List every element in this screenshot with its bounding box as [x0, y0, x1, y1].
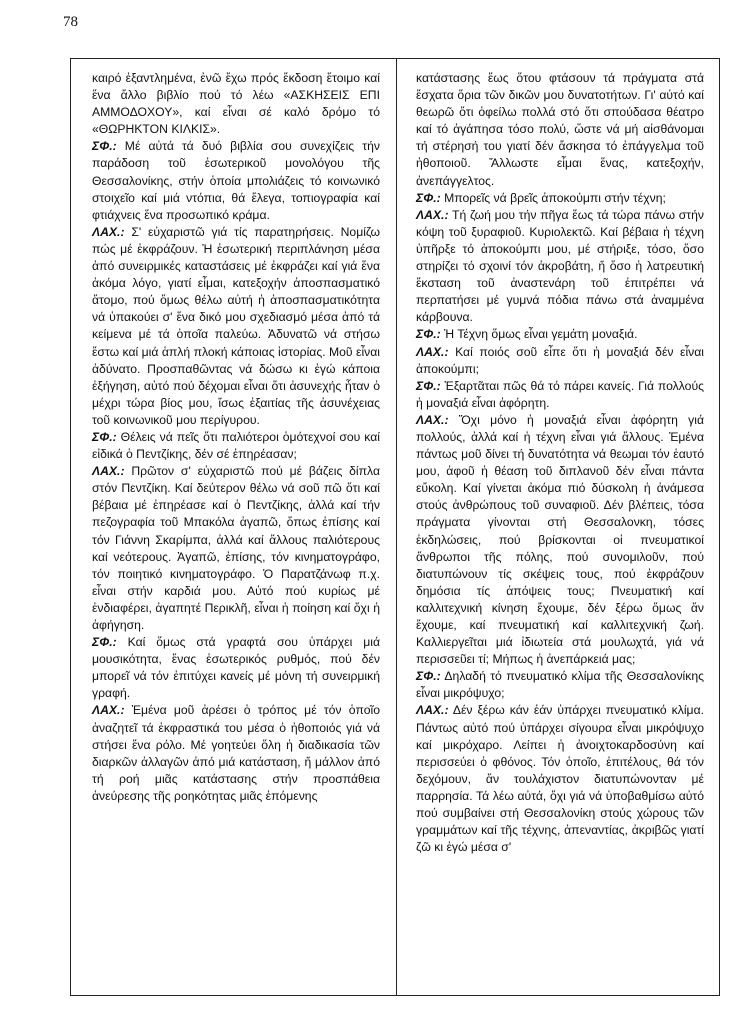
- speaker-label: ΛΑΧ.:: [416, 412, 449, 427]
- paragraph-text: Τή ζωή μου τήν πῆγα ἕως τά τώρα πάνω στήν κόψη τοῦ ξυραφιοῦ. Κυριολεκτῶ. Καί βέβαια ἡ τέχνη ὑπῆρξε τό ἀποκούμπι μου, μέ στήριξε, τόσο, ὅσο στηρίζει τό σχοινί τόν ἀκροβάτη, ἤ ὅσο ἡ λατρευτική ἔκσταση τοῦ ἀναστενάρη τοῦ ἐπιτρέπει νά περπατήσει μέ γυμνά πόδια πάνω στά ἀναμμένα κάρβουνα.: [416, 207, 704, 325]
- paragraph-text: καιρό ἐξαντλημένα, ἐνῶ ἔχω πρός ἔκδοση ἕτοιμο καί ἕνα ἄλλο βιβλίο πού τό λέω «ΑΣΚΗΣΕΙΣ ΕΠΙ ΑΜΜΟΔΟΧΟΥ», καί εἶναι σέ καλό δρόμο τό «ΘΩΡΗΚΤΟΝ ΚΙΛΚΙΣ».: [92, 71, 380, 137]
- dialogue-paragraph: [92, 138, 380, 223]
- paragraph-text: Καί ποιός σοῦ εἶπε ὅτι ἡ μοναξιά δέν εἶναι ἀποκούμπι;: [416, 344, 704, 376]
- dialogue-paragraph: [92, 634, 380, 702]
- paragraph-text: Ἡ Τέχνη ὅμως εἶναι γεμάτη μοναξιά.: [444, 327, 638, 342]
- paragraph-text: Μπορεῖς νά βρεῖς ἀποκούμπι στήν τέχνη;: [444, 190, 666, 205]
- column-divider: [396, 58, 397, 996]
- dialogue-paragraph: [416, 70, 704, 190]
- dialogue-paragraph: [416, 702, 704, 856]
- left-column: [92, 70, 380, 805]
- paragraph-text: Ὄχι μόνο ἡ μοναξιά εἶναι ἀφόρητη γιά πολλούς, ἀλλά καί ἡ τέχνη εἶναι γιά ἄλλους. Ἐμένα πάντως μοῦ δίνει τή δυνατότητα νά θεωμαι τόν ἑαυτό μου, ἀφοῦ ἡ θέαση τοῦ διπλανοῦ δέν εἶναι πάντα εὔκολη. Καί γίνεται ἀκόμα πιό δύσκολη ἡ ἀνάμεσα στούς ἀνθρώπους τοῦ συναφιοῦ. Δέν βλέπεις, τόσα πράγματα γίνονται στή Θεσσαλονκη, τόσες ἐκδηλώσεις, πού βρίσκονται οἱ πνευματικοί ἄνθρωποι τῆς πόλης, πού συνομιλοῦν, πού διατυπώνουν τίς σκέψεις τους, πού ἐκφράζουν δημόσια τίς ἀπόψεις τους; Πνευματική καί καλλιτεχνική κίνηση ἔχουμε, δέν ξέρω ὅμως ἄν ἔχουμε, καί πνευματική καί καλλιτεχνική ζωή. Καλλιεργεῖται μιά ἰδιωτεία στά μουλωχτά, γιά νά περισσεῦει τί; Μήπως ἡ ἀνεπάρκειά μας;: [416, 412, 704, 667]
- paragraph-text: Ἐμένα μοῦ ἀρέσει ὁ τρόπος μέ τόν ὁποῖο ἀναζητεῖ τά ἐκφραστικά του μέσα ὁ ἠθοποιός γιά νά στήσει ἕνα ρόλο. Μέ γοητεύει ὅλη ἡ διαδικασία τῶν διαρκῶν ἀλλαγῶν ἀπό μιά κατάσταση, ἤ μάλλον ἀπό τή ροή μιᾶς κατάστασης στήν προσπάθεια ἀνεύρεσης τῆς ροηκότητας μιᾶς ἑπόμενης: [92, 703, 380, 803]
- speaker-label: ΣΦ.:: [416, 378, 441, 393]
- paragraph-text: Δηλαδή τό πνευματικό κλίμα τῆς Θεσσαλονίκης εἶναι μικρόψυχο;: [416, 669, 704, 701]
- paragraph-text: Πρῶτον σ' εὐχαριστῶ πού μέ βάζεις δίπλα στόν Πεντζίκη. Καί δεύτερον θέλω νά σοῦ πῶ ὅτι καί βέβαια μέ ἐπηρέασε καί ὁ Πεντζίκης, ἀλλά καί τήν πεζογραφία τοῦ Μπακόλα ἀγαπῶ, ὅπως ἐπίσης καί τόν Γιάννη Σκαρίμπα, ἀλλά καί ἄλλους παλιότερους καί νεότερους. Ἀγαπῶ, ἐπίσης, τόν κινηματογράφο, τόν ποιητικό κινηματογράφο. Ὁ Παρατζάνωφ π.χ. εἶναι στήν καρδιά μου. Αὐτό πού κυρίως μέ ἐνδιαφέρει, ἀγαπητέ Περικλῆ, εἶναι ἡ ποίηση καί ὄχι ἡ ἀφήγηση.: [92, 464, 380, 632]
- speaker-label: ΣΦ.:: [416, 669, 441, 684]
- paragraph-text: Καί ὅμως στά γραφτά σου ὑπάρχει μιά μουσικότητα, ἕνας ἐσωτερικός ρυθμός, πού δέν μπορεῖ νά τόν ἐπιτύχει κανείς μέ μόνη τή συνειρμική γραφή.: [92, 635, 380, 701]
- speaker-label: ΣΦ.:: [92, 139, 117, 154]
- speaker-label: ΣΦ.:: [92, 635, 117, 650]
- dialogue-paragraph: [416, 378, 704, 412]
- speaker-label: ΛΑΧ.:: [92, 703, 125, 718]
- dialogue-paragraph: [416, 668, 704, 702]
- dialogue-paragraph: [416, 207, 704, 327]
- paragraph-text: Ἐξαρτᾶται πῶς θά τό πάρει κανείς. Γιά πολλούς ἡ μοναξιά εἶναι ἀφόρητη.: [416, 378, 704, 410]
- dialogue-paragraph: [92, 702, 380, 805]
- paragraph-text: Θέλεις νά πεῖς ὅτι παλιότεροι ὁμότεχνοί σου καί εἰδικά ὁ Πεντζίκης, δέν σέ ἐπηρέασαν;: [92, 429, 380, 462]
- speaker-label: ΛΑΧ.:: [92, 224, 125, 239]
- speaker-label: ΣΦ.:: [416, 190, 441, 205]
- paragraph-text: κατάστασης ἕως ὅτου φτάσουν τά πράγματα στά ἔσχατα ὅρια τῶν δικῶν μου δυνατοτήτων. Γι' αὐτό καί θεωρῶ ὅτι ὀφείλω πολλά στό ὅτι σπούδασα θέατρο καί τό ἀγάπησα τόσο πολύ, ὥστε νά μή αἰσθάνομαι τή στέρησή του γιατί δέν ἄσκησα τό ἐπάγγελμα τοῦ ἠθοποιοῦ. Ἄλλωστε εἶμαι ἕνας, κατεξοχήν, ἀνεπάγγελτος.: [416, 71, 704, 188]
- dialogue-paragraph: [92, 429, 380, 463]
- dialogue-paragraph: [416, 412, 704, 668]
- dialogue-paragraph: [416, 344, 704, 378]
- speaker-label: ΛΑΧ.:: [92, 464, 125, 479]
- paragraph-text: Δέν ξέρω κάν ἐάν ὑπάρχει πνευματικό κλίμα. Πάντως αὐτό πού ὑπάρχει σίγουρα εἶναι μικρόψυχο καί μικρόχαρο. Λείπει ἡ ἀνοιχτοκαρδοσύνη καί περισσεύει ὁ φθόνος. Τόν ὁποῖο, ἐπιτέλους, θά τόν δεχόμουν, ἄν τουλάχιστον διατυπώνονταν μέ παρρησία. Τά λέω αὐτά, ὄχι γιά νά ὑποβαθμίσω αὐτό πού συμβαίνει στή Θεσσαλονίκη στούς χώρους τῶν γραμμάτων καί τῆς τέχνης, ἀπεναντίας, ἀκριβῶς γιατί ζῶ κι ἐγώ μέσα σ': [416, 703, 704, 855]
- speaker-label: ΛΑΧ.:: [416, 207, 449, 222]
- dialogue-paragraph: [92, 224, 380, 429]
- right-column: [416, 70, 704, 856]
- speaker-label: ΛΑΧ.:: [416, 344, 449, 359]
- page-number: 78: [63, 14, 78, 30]
- dialogue-paragraph: [416, 190, 704, 207]
- dialogue-paragraph: [92, 70, 380, 138]
- speaker-label: ΣΦ.:: [416, 327, 441, 342]
- paragraph-text: Μέ αὐτά τά δυό βιβλία σου συνεχίζεις τήν παράδοση τοῦ ἐσωτερικοῦ μονολόγου τῆς Θεσσαλονίκης, στήν ὁποία μπολιάζεις τό κοινωνικό στοιχεῖο καί μιά ντόπια, θά ἔλεγα, τοπιογραφία καί φτιάχνεις ἕνα προσωπικό κράμα.: [92, 139, 380, 222]
- dialogue-paragraph: [92, 463, 380, 634]
- speaker-label: ΛΑΧ.:: [416, 703, 449, 718]
- paragraph-text: Σ' εὐχαριστῶ γιά τίς παρατηρήσεις. Νομίζω πώς μέ ἐκφράζουν. Ἡ ἐσωτερική περιπλάνηση μέσα ἀπό συνειρμικές καταστάσεις μέ ἐκφράζει καί γιά ἕνα ἀκόμα λόγο, γιατί εἶμαι, κατεξοχήν ἀποσπασματικό ἄτομο, πού ὅμως θέλω αὐτή ἡ ἀποσπασματικότητα νά ὑπακούει σ' ἕνα δικό μου σχεδιασμό μέσα ἀπό τά κείμενα μέ τά ὁποῖα παλεύω. Ἀδυνατῶ νά στήσω ἔστω καί μιά ἁπλή πλοκή κάποιας ἱστορίας. Μοῦ εἶναι ἀδύνατο. Προσπαθῶντας νά δώσω κι ἐγώ κάποια ἐξήγηση, αὐτό πού δέχομαι εἶναι ὅτι ἀσυνεχής ἦταν ὁ μέχρι τώρα βίος μου, ἴσως ἐξαιτίας τῆς ἀσυνέχειας τοῦ κοινωνικοῦ μου περίγυρου.: [92, 224, 381, 427]
- dialogue-paragraph: [416, 326, 704, 343]
- speaker-label: ΣΦ.:: [92, 429, 117, 444]
